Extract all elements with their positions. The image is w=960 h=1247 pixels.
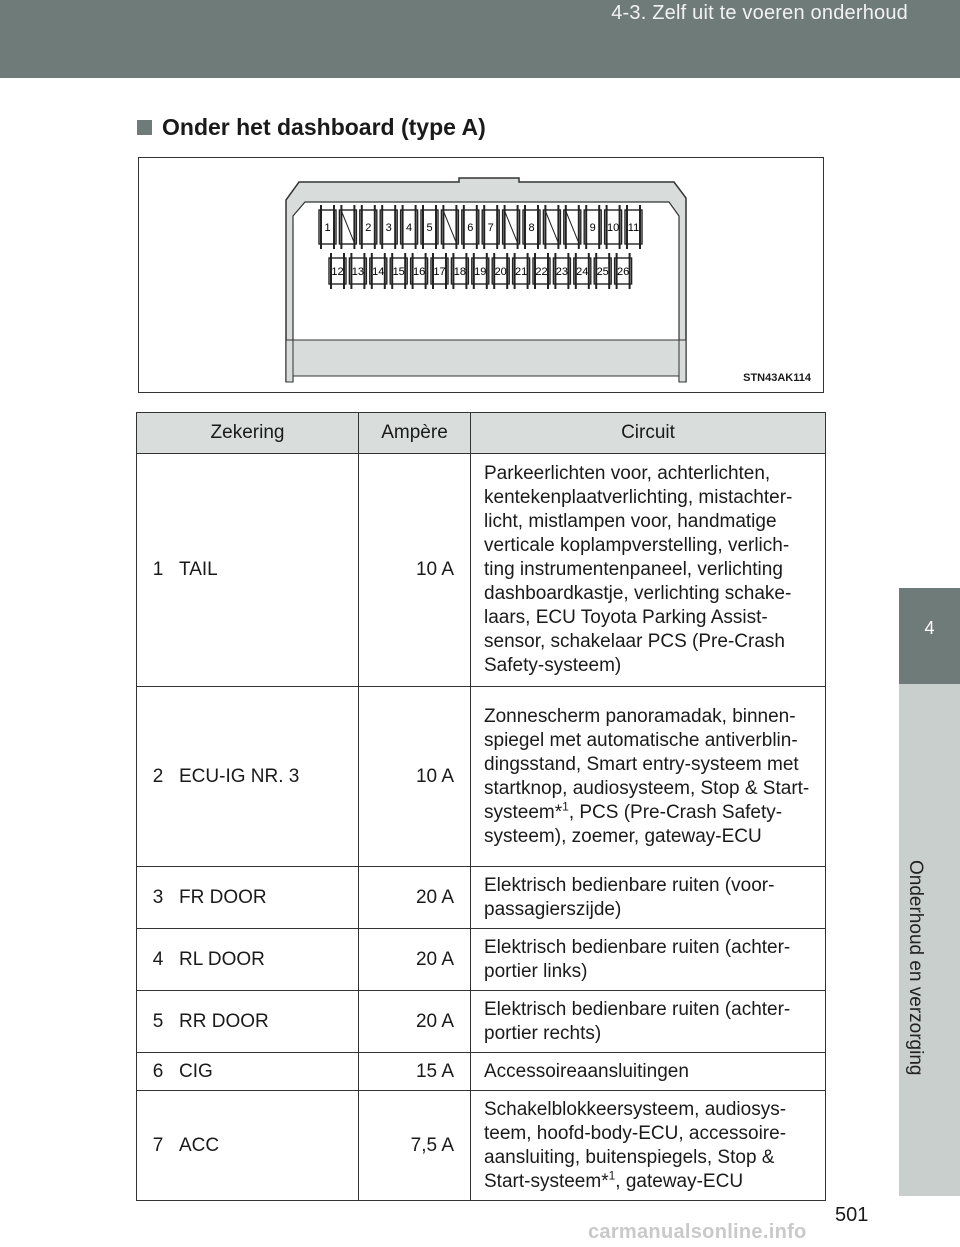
table-row: [137, 687, 826, 867]
circuit-text: Zonnescherm panoramadak, binnen-spiegel met automatische antiverblin-dingsstand, Smart entry-systeem met startknop, audiosysteem, Stop & Start-systeem*: [484, 705, 810, 823]
fuse-bottom-row: [329, 253, 632, 289]
table-row: [137, 1053, 826, 1091]
fuse-table: [136, 412, 826, 1201]
circuit-text: Schakelblokkeersysteem, audiosys-teem, hoofd-body-ECU, accessoire-aansluiting, buitenspiegels, Stop & Start-systeem*: [484, 1098, 787, 1192]
fuse-number: 4: [137, 929, 180, 991]
fuse-circuit: Parkeerlichten voor, achterlichten, kentekenplaatverlichting, mistachter-licht, mistlampen voor, handmatige verticale koplampverstelling, verlich-ting instrumentenpaneel, verlichting dashboardkastje, verlichting schake-laars, ECU Toyota Parking Assist-sensor, schakelaar PCS (Pre-Crash Safety-systeem): [471, 454, 826, 687]
fuse-number: 5: [137, 991, 180, 1053]
diagram-code: STN43AK114: [743, 372, 811, 384]
empty-slot: [564, 205, 581, 249]
fuse-slot-13: [349, 253, 366, 289]
fuse-ampere: 20 A: [359, 867, 471, 929]
fuse-slot-label: 24: [576, 266, 589, 278]
fuse-number: 2: [137, 687, 180, 867]
fuse-slot-label: 8: [528, 222, 535, 234]
table-header-row: [137, 413, 826, 454]
fuse-name: FR DOOR: [179, 867, 359, 929]
watermark: carmanualsonline.info: [588, 1221, 807, 1243]
fuse-slot-label: 26: [616, 266, 630, 278]
fuse-number: 1: [137, 454, 180, 687]
fuse-number: 6: [137, 1053, 180, 1091]
fuse-slot-26: [615, 253, 632, 289]
fuse-slot-11: [625, 205, 642, 249]
fuse-ampere: 20 A: [359, 991, 471, 1053]
header-circuit: Circuit: [471, 413, 826, 454]
fuse-ampere: 7,5 A: [359, 1091, 471, 1201]
fuse-circuit: Elektrisch bedienbare ruiten (achter-portier rechts): [471, 991, 826, 1053]
fuse-slot-22: [533, 253, 550, 289]
header-title: 4-3. Zelf uit te voeren onderhoud: [611, 2, 908, 24]
footnote-marker: 1: [608, 1168, 616, 1183]
fuse-slot-10: [605, 205, 622, 249]
fuse-slot-label: 13: [351, 266, 365, 278]
fuse-slot-label: 7: [487, 222, 494, 234]
fuse-slot-label: 1: [324, 222, 331, 234]
fuse-slot-label: 16: [412, 266, 426, 278]
fuse-slot-label: 23: [555, 266, 569, 278]
fuse-slot-3: [380, 205, 397, 249]
fuse-slot-6: [462, 205, 479, 249]
fuse-slot-label: 2: [365, 222, 372, 234]
fuse-slot-16: [411, 253, 428, 289]
fuse-slot-label: 4: [406, 222, 413, 234]
fuse-box-illustration: [139, 158, 823, 392]
fuse-slot-label: 25: [596, 266, 609, 278]
header-bar: [0, 0, 960, 78]
fuse-ampere: 10 A: [359, 687, 471, 867]
circuit-text-after: , PCS (Pre-Crash Safety-systeem), zoemer, gateway-ECU: [484, 801, 783, 847]
fuse-slot-label: 20: [494, 266, 507, 278]
fuse-box-diagram: [138, 157, 824, 393]
table-row: [137, 929, 826, 991]
header-zekering: Zekering: [137, 413, 359, 454]
fuse-name: RR DOOR: [179, 991, 359, 1053]
fuse-circuit: Elektrisch bedienbare ruiten (voor-passagierszijde): [471, 867, 826, 929]
table-row: [137, 1091, 826, 1201]
header-ampere: Ampère: [359, 413, 471, 454]
fuse-slot-2: [360, 205, 377, 249]
fuse-slot-label: 14: [372, 266, 385, 278]
fuse-slot-4: [401, 205, 418, 249]
table-row: [137, 991, 826, 1053]
fuse-slot-label: 5: [426, 222, 433, 234]
fuse-slot-17: [431, 253, 448, 289]
chapter-number: 4: [924, 618, 935, 638]
table-row: [137, 454, 826, 687]
fuse-slot-8: [523, 205, 540, 249]
fuse-slot-25: [594, 253, 611, 289]
fuse-name: TAIL: [179, 454, 359, 687]
circuit-text-after: , gateway-ECU: [615, 1170, 744, 1192]
fuse-slot-15: [390, 253, 407, 289]
fuse-slot-label: 11: [627, 222, 640, 234]
fuse-name: ACC: [179, 1091, 359, 1201]
fuse-name: ECU-IG NR. 3: [179, 687, 359, 867]
fuse-slot-label: 3: [385, 222, 392, 234]
footnote-marker: 1: [562, 799, 569, 814]
fuse-slot-9: [584, 205, 601, 249]
fuse-number: 7: [137, 1091, 180, 1201]
fuse-slot-23: [553, 253, 570, 289]
empty-slot: [543, 205, 560, 249]
table-row: [137, 867, 826, 929]
fuse-circuit: [471, 1091, 826, 1201]
section-heading-text: Onder het dashboard (type A): [162, 114, 486, 140]
fuse-ampere: 20 A: [359, 929, 471, 991]
fuse-slot-label: 21: [514, 266, 528, 278]
fuse-slot-label: 15: [392, 266, 405, 278]
fuse-circuit: [471, 687, 826, 867]
fuse-slot-19: [472, 253, 489, 289]
section-heading: [137, 114, 486, 141]
fuse-slot-24: [574, 253, 591, 289]
fuse-slot-18: [451, 253, 468, 289]
fuse-slot-label: 18: [453, 266, 467, 278]
fuse-slot-7: [482, 205, 499, 249]
fuse-slot-label: 12: [331, 266, 344, 278]
empty-slot: [441, 205, 458, 249]
fuse-slot-label: 10: [606, 222, 620, 234]
fuse-ampere: 15 A: [359, 1053, 471, 1091]
fuse-slot-12: [329, 253, 346, 289]
fuse-name: CIG: [179, 1053, 359, 1091]
fuse-slot-label: 22: [535, 266, 548, 278]
fuse-slot-14: [370, 253, 387, 289]
fuse-slot-1: [319, 205, 336, 249]
fuse-slot-20: [492, 253, 509, 289]
fuse-circuit: Accessoireaansluitingen: [471, 1053, 826, 1091]
fuse-number: 3: [137, 867, 180, 929]
square-bullet-icon: [137, 120, 152, 135]
fuse-circuit: Elektrisch bedienbare ruiten (achter-portier links): [471, 929, 826, 991]
fuse-slot-21: [513, 253, 530, 289]
fuse-slot-label: 6: [467, 222, 474, 234]
fuse-slot-5: [421, 205, 438, 249]
fuse-name: RL DOOR: [179, 929, 359, 991]
fuse-ampere: 10 A: [359, 454, 471, 687]
fuse-slot-label: 19: [474, 266, 487, 278]
fuse-slot-label: 17: [433, 266, 446, 278]
page-number: 501: [835, 1204, 869, 1226]
empty-slot: [503, 205, 520, 249]
fuse-slot-label: 9: [589, 222, 596, 234]
chapter-label: Onderhoud en verzorging: [905, 860, 926, 1076]
empty-slot: [339, 205, 356, 249]
